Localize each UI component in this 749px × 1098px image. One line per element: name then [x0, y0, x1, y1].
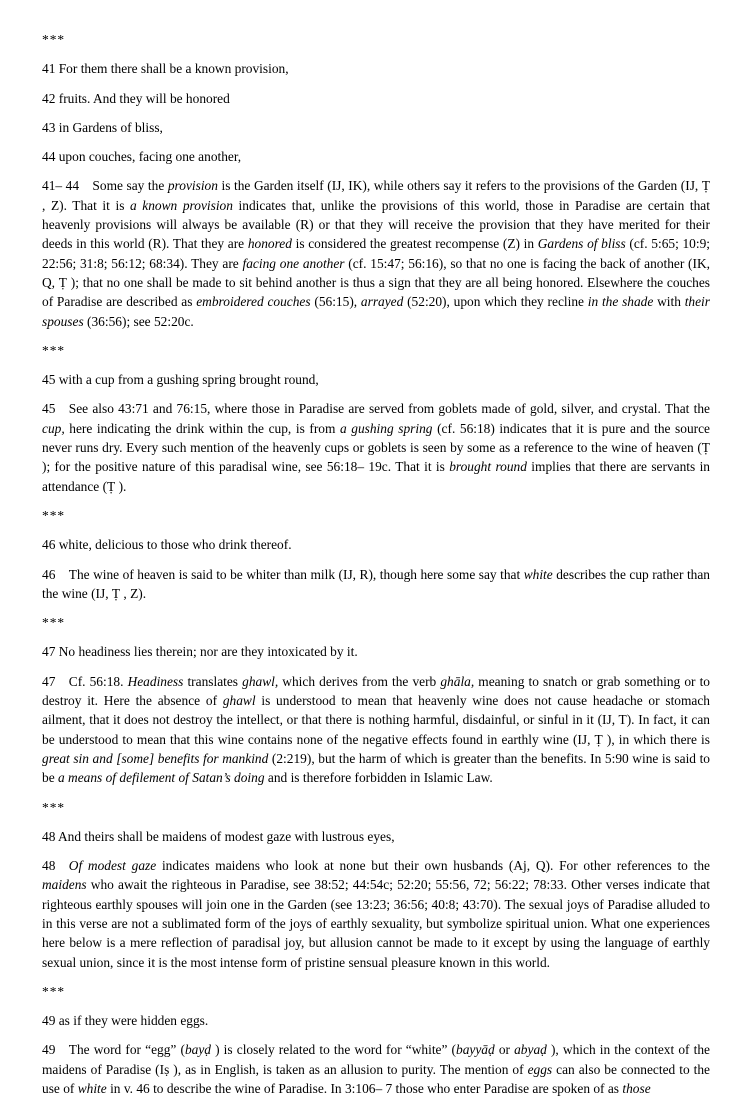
text-run: 45 with a cup from a gushing spring brought round,	[42, 372, 319, 388]
text-run: (cf. 56:18) indicates that it is pure and the source never runs dry. Every such mention of the heavenly cups or goblets is seen by some as a reference to the wine of heaven (Ṭ ); for the positive nature of this paradisal wine, see 56:18– 19c. That it is	[42, 420, 710, 475]
italic-text-run: maidens	[42, 877, 87, 893]
commentary-paragraph	[42, 565, 710, 604]
verse-line	[42, 642, 710, 661]
section-separator: ***	[42, 342, 66, 358]
text-run: is considered the greatest recompense (Z) in	[291, 236, 538, 252]
text-run: 44 upon couches, facing one another,	[42, 149, 242, 165]
italic-text-run: white	[523, 566, 553, 582]
verse-line	[42, 370, 710, 389]
italic-text-run: white	[77, 1081, 107, 1097]
text-run: 41 For them there shall be a known provision,	[42, 61, 289, 77]
italic-text-run: a means of defilement of Satan’s doing	[58, 770, 265, 786]
italic-text-run: Gardens of bliss	[537, 236, 626, 252]
text-run: is the Garden itself (IJ, IK), while others say it refers to the provisions of the Garden (IJ, Ṭ , Z). That it is	[42, 178, 711, 213]
italic-text-run: ghawl	[222, 693, 256, 709]
text-run: implies that there are servants in attendance (Ṭ ).	[42, 459, 710, 494]
text-run: 49 The word for “egg” (	[42, 1042, 185, 1058]
italic-text-run: abyaḍ	[514, 1042, 547, 1058]
text-run: here indicating the drink within the cup, is from	[64, 420, 340, 436]
text-run: 41– 44 Some say the	[42, 178, 168, 194]
italic-text-run: their spouses	[42, 294, 710, 329]
section-separator: ***	[42, 983, 66, 999]
document-content	[42, 30, 710, 1098]
verse-line	[42, 89, 710, 108]
text-run: meaning to snatch or grab something or to destroy it. Here the absence of	[42, 673, 711, 709]
verse-line	[42, 59, 710, 78]
italic-text-run: in the shade	[587, 294, 654, 310]
verse-line	[42, 535, 710, 554]
italic-text-run: bayyāḍ	[456, 1042, 495, 1058]
text-run: can also be connected to the use of	[42, 1061, 710, 1097]
text-run: 49 as if they were hidden eggs.	[42, 1013, 209, 1029]
text-run: (56:15),	[310, 294, 361, 310]
italic-text-run: honored	[247, 236, 292, 252]
text-run: 46 white, delicious to those who drink thereof.	[42, 537, 292, 553]
section-separator: ***	[42, 799, 66, 815]
text-run: ) is closely related to the word for “white” (	[210, 1042, 457, 1058]
italic-text-run: arrayed	[360, 294, 404, 310]
text-run: 45 See also 43:71 and 76:15, where those in Paradise are served from goblets made of gold, silver, and crystal. That the	[42, 401, 710, 417]
commentary-paragraph	[42, 672, 710, 788]
italic-text-run: a gushing spring	[339, 420, 433, 436]
commentary-paragraph	[42, 399, 710, 495]
italic-text-run: Of modest gaze	[68, 858, 157, 874]
text-run: (cf. 5:65; 10:9; 22:56; 31:8; 56:12; 68:34). They are	[42, 236, 711, 271]
italic-text-run: provision	[167, 178, 218, 194]
verse-line	[42, 147, 710, 166]
text-run: or	[494, 1042, 515, 1058]
text-run: describes the cup rather than the wine (IJ, Ṭ , Z).	[42, 566, 711, 601]
italic-text-run: cup,	[42, 420, 65, 436]
text-run: indicates that, unlike the provisions of this world, those in Paradise are certain that heavenly provisions will always be available (R) or that they will receive the provision that they have merited for their deeds in this world (R). That they are	[42, 197, 710, 252]
text-run: who await the righteous in Paradise, see 38:52; 44:54c; 52:20; 55:56, 72; 56:22; 78:33. Other verses indicate that righteous earthly spouses will join one in the Garden (see 13:23; 36:56; 40:8; 43:70). The sexual joys of Paradise alluded to in this verse are not a sublimated form of the joys of earthly sexuality, but symbolize spiritual union. What one experiences here below is a mere reflection of paradisal joy, but allusion cannot be made to it except by using the language of earthly sexual union, since it is the most intense form of pristine sensual pleasure known in this world.	[42, 877, 710, 970]
verse-line	[42, 118, 710, 137]
italic-text-run: ghawl,	[242, 673, 279, 689]
text-run: (cf. 15:47; 56:16), so that no one is facing the back of another (IK, Q, Ṭ ); that no one shall be made to sit behind another is thus a sign that they are all being honored. Elsewhere the couches of Paradise are described as	[42, 255, 710, 310]
text-run: and is therefore forbidden in Islamic Law.	[264, 770, 493, 786]
text-run: 47 No headiness lies therein; nor are they intoxicated by it.	[42, 644, 358, 660]
text-run: indicates maidens who look at none but their own husbands (Aj, Q). For other references to the	[156, 858, 710, 874]
italic-text-run: facing one another	[242, 255, 345, 271]
section-separator: ***	[42, 32, 66, 47]
text-run: translates	[183, 673, 243, 689]
verse-line	[42, 1011, 710, 1030]
italic-text-run: eggs	[527, 1061, 553, 1077]
text-run: 48	[42, 858, 69, 874]
text-run: 46 The wine of heaven is said to be whiter than milk (IJ, R), though here some say that	[42, 566, 524, 582]
section-separator: ***	[42, 615, 66, 631]
italic-text-run: brought round	[449, 459, 527, 475]
italic-text-run: bayḍ	[184, 1042, 211, 1058]
text-run: 42 fruits. And they will be honored	[42, 90, 230, 106]
italic-text-run: a known provision	[130, 197, 233, 213]
text-run: ), which in the context of the maidens of Paradise (Iṣ ), as in English, is taken as an allusion to purity. The mention of	[42, 1042, 710, 1077]
italic-text-run: those	[622, 1081, 651, 1097]
italic-text-run: Headiness	[127, 673, 184, 689]
text-run: in v. 46 to describe the wine of Paradise. In 3:106– 7 those who enter Paradise are spoken of as	[106, 1081, 623, 1097]
verse-line	[42, 827, 710, 846]
text-run: 48 And theirs shall be maidens of modest gaze with lustrous eyes,	[42, 828, 395, 844]
commentary-paragraph	[42, 176, 710, 330]
text-run: (52:20), upon which they recline	[403, 294, 588, 310]
text-run: (2:219), but the harm of which is greater than the benefits. In 5:90 wine is said to be	[42, 750, 710, 786]
italic-text-run: embroidered couches	[196, 294, 311, 310]
commentary-paragraph	[42, 856, 710, 972]
text-run: 43 in Gardens of bliss,	[42, 119, 163, 135]
text-run: which derives from the verb	[278, 673, 441, 689]
italic-text-run: ghāla,	[440, 673, 475, 689]
commentary-paragraph	[42, 1040, 710, 1098]
text-run: with	[653, 294, 685, 310]
italic-text-run: great sin and [some] benefits for mankind	[42, 750, 269, 766]
text-run: is understood to mean that heavenly wine does not cause headache or stomach ailment, that it does not destroy the intellect, or that there is nothing harmful, disdainful, or sinful in it (IJ, T). In fact, it can be understood to mean that this wine contains none of the negative effects found in earthly wine (IJ, Ṭ ), in which there is	[42, 693, 710, 747]
section-separator: ***	[42, 507, 66, 523]
text-run: (36:56); see 52:20c.	[83, 313, 194, 329]
text-run: 47 Cf. 56:18.	[42, 673, 128, 689]
